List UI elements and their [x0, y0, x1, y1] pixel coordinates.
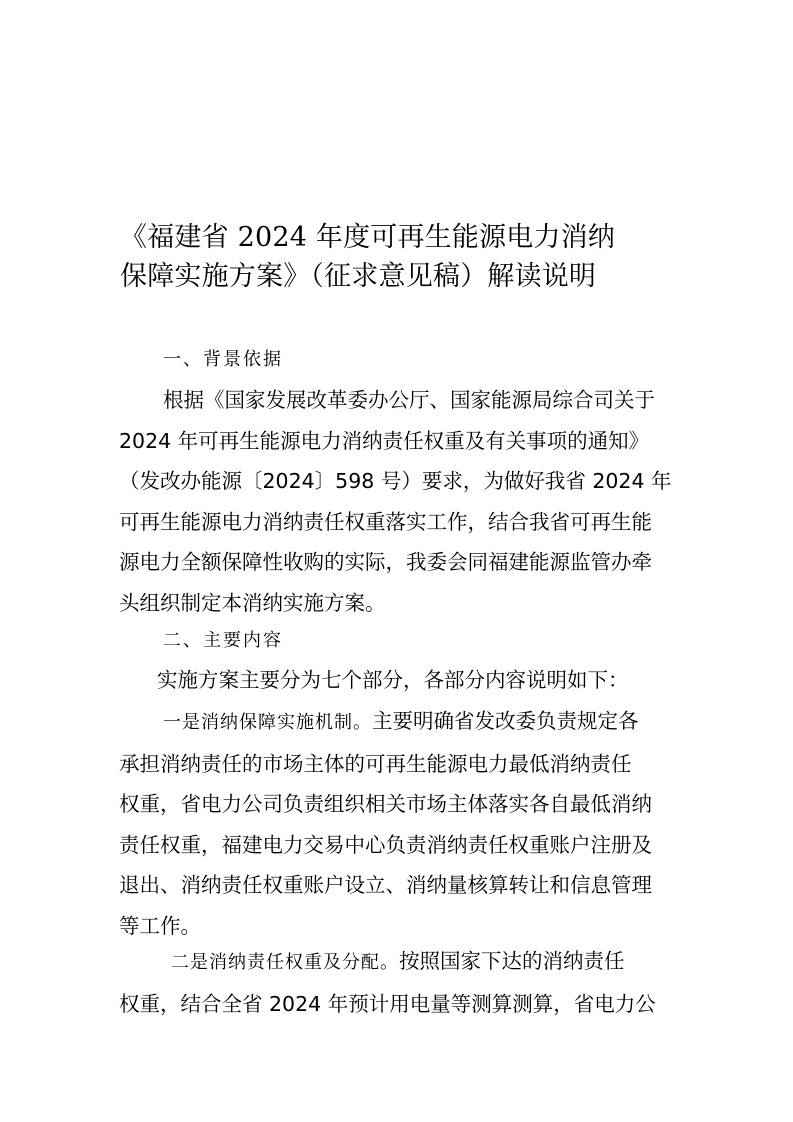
- paragraph-line: 源电力全额保障性收购的实际，我委会同福建能源监管办牵: [119, 550, 652, 574]
- title-line: 保障实施方案》（征求意见稿）解读说明: [120, 261, 597, 292]
- paragraph-line: 责任权重，福建电力交易中心负责消纳责任权重账户注册及: [119, 832, 652, 857]
- document-title: [120, 218, 700, 296]
- paragraph-line: 退出、消纳责任权重账户设立、消纳量核算转让和信息管理: [119, 873, 652, 897]
- part-one-text: 主要明确省发改委负责规定各: [372, 709, 639, 733]
- part-two-paragraph: [119, 941, 679, 1024]
- part-one-lead: 一是消纳保障实施机制。: [163, 712, 372, 733]
- title-line: 《福建省 2024 年度可再生能源电力消纳: [120, 222, 616, 253]
- paragraph-line: 实施方案主要分为七个部分，各部分内容说明如下：: [157, 668, 629, 692]
- paragraph-line: 2024 年可再生能源电力消纳责任权重及有关事项的通知》: [119, 428, 650, 453]
- paragraph-line: [119, 701, 679, 744]
- paragraph-line: 等工作。: [119, 913, 201, 938]
- paragraph-line: [119, 941, 679, 984]
- paragraph-line: 权重，省电力公司负责组织相关市场主体落实各自最低消纳: [119, 792, 652, 816]
- section-paragraph-background: [119, 380, 679, 623]
- paragraph-line: 权重，结合全省 2024 年预计用电量等测算测算，省电力公: [119, 991, 656, 1016]
- paragraph-line: 根据《国家发展改革委办公厅、国家能源局综合司关于: [163, 388, 655, 412]
- part-two-text: 按照国家下达的消纳责任: [399, 949, 625, 973]
- section-intro-paragraph: [119, 660, 679, 701]
- part-one-paragraph: [119, 701, 679, 946]
- paragraph-line: 可再生能源电力消纳责任权重落实工作，结合我省可再生能: [119, 509, 652, 534]
- section-heading-main-content: 二、主要内容: [163, 630, 283, 651]
- paragraph-line: （发改办能源〔2024〕598 号）要求，为做好我省 2024 年: [119, 469, 672, 493]
- section-heading-background: 一、背景依据: [163, 349, 283, 370]
- paragraph-line: 承担消纳责任的市场主体的可再生能源电力最低消纳责任: [119, 751, 632, 776]
- part-two-lead: 二是消纳责任权重及分配。: [171, 952, 399, 973]
- paragraph-line: 头组织制定本消纳实施方案。: [119, 590, 386, 615]
